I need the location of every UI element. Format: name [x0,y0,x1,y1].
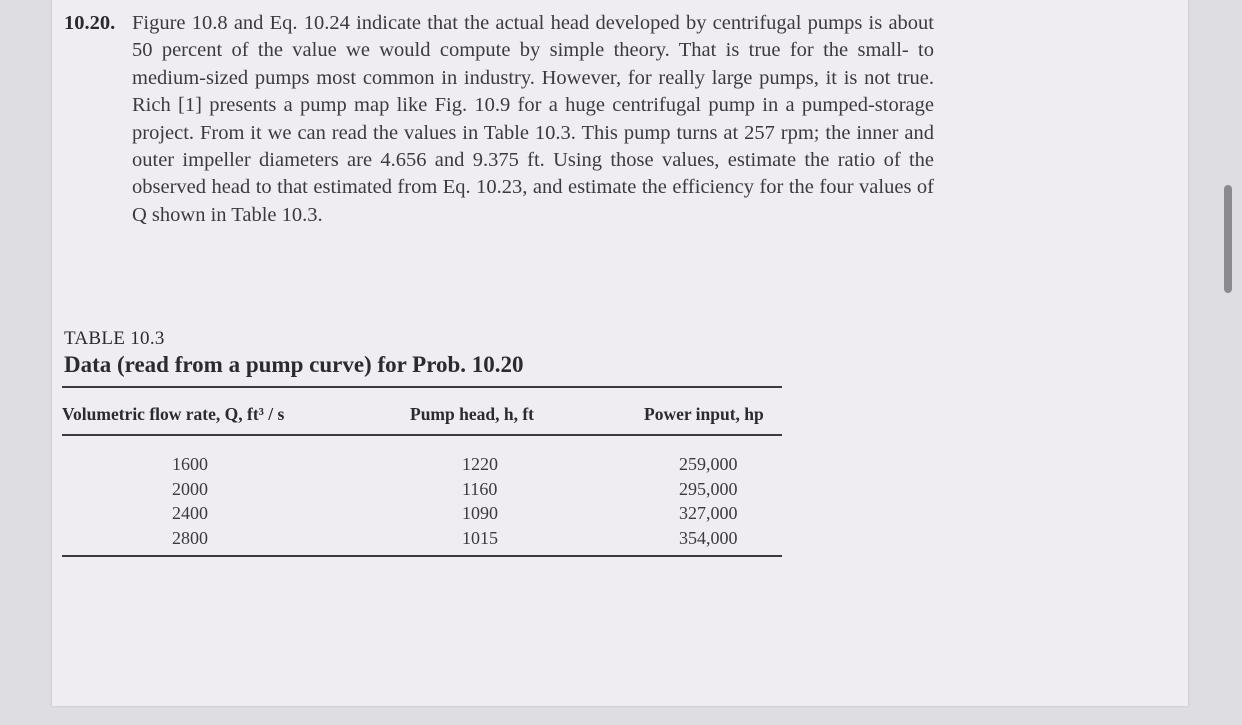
table-cell: 2800 [172,527,208,548]
table-cell: 2400 [172,503,208,523]
column-power-input [679,452,738,550]
table-cell: 1090 [462,503,498,523]
table-top-rule [62,386,782,388]
document-page [52,0,1188,706]
table-cell: 327,000 [679,503,738,523]
problem-statement [64,10,934,229]
table-cell: 1160 [462,478,498,499]
problem-text: Figure 10.8 and Eq. 10.24 indicate that the actual head developed by centrifugal pumps is about 50 percent of the value we would compute by simple theory. That is true for the small- to medium-sized pumps most common in industry. However, for really large pumps, it is not true. Rich [1] presents a pump map like Fig. 10.9 for a huge centrifugal pump in a pumped-storage project. From it we can read the values in Table 10.3. This pump turns at 257 rpm; the inner and outer impeller diameters are 4.656 and 9.375 ft. Using those values, estimate the ratio of the observed head to that estimated from Eq. 10.23, and estimate the efficiency for the four values of Q shown in Table 10.3. [132,12,934,226]
table-header-rule [62,434,782,436]
table-cell: 1220 [462,454,498,474]
header-power-input: Power input, hp [644,404,764,424]
problem-number: 10.20. [64,12,116,34]
table-cell: 2000 [172,478,208,499]
header-flow-rate: Volumetric flow rate, Q, ft³ / s [62,404,285,424]
table-cell: 354,000 [679,527,738,548]
table-label: TABLE 10.3 [64,328,165,349]
column-flow-rate [172,452,208,550]
table-cell: 1600 [172,454,208,474]
table-cell: 259,000 [679,454,738,474]
vertical-scrollbar[interactable] [1224,185,1232,293]
table-caption: Data (read from a pump curve) for Prob. 10.20 [64,352,524,377]
header-pump-head: Pump head, h, ft [410,404,534,424]
table-bottom-rule [62,555,782,557]
table-cell: 1015 [462,527,498,548]
table-cell: 295,000 [679,478,738,499]
column-pump-head [462,452,498,550]
